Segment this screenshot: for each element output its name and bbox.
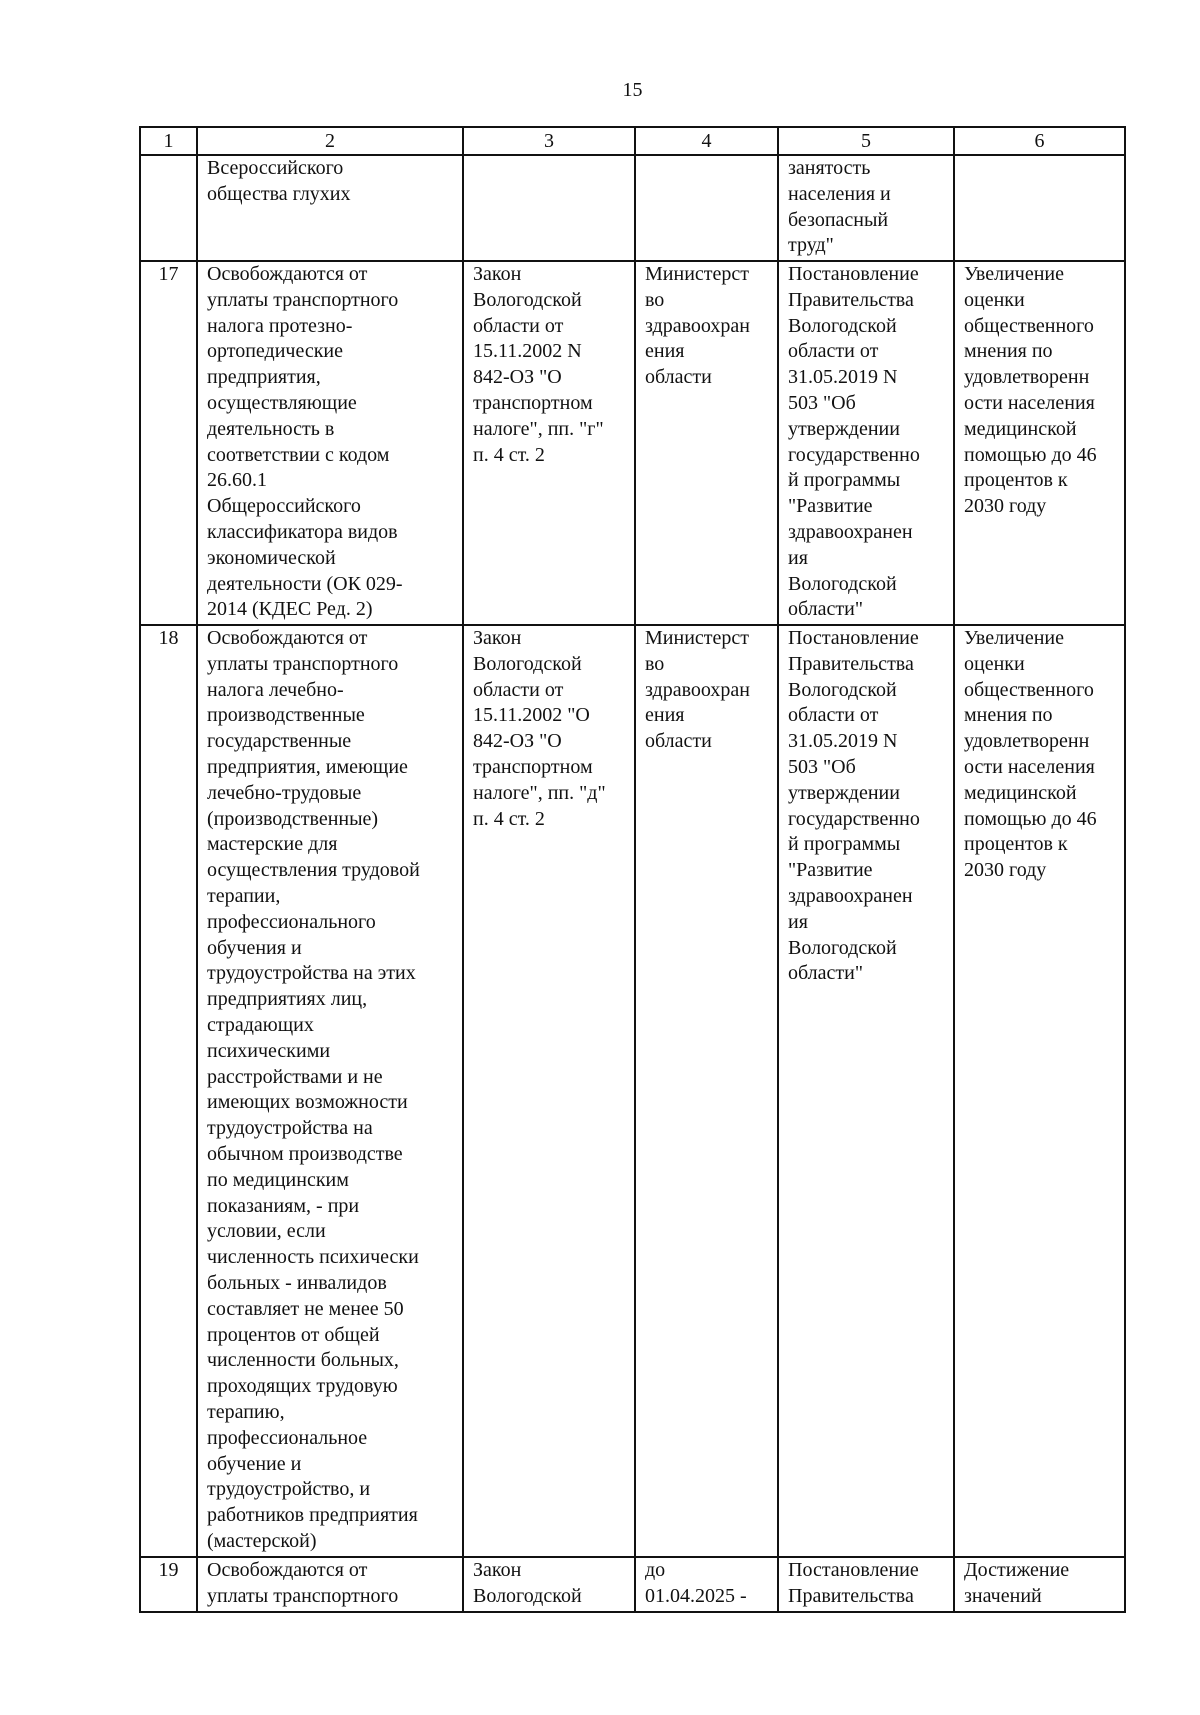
program-cell (778, 1557, 954, 1612)
description-text: Освобождаются от уплаты транспортного налога лечебно- производственные государственные предприятия, имеющие лечебно-трудовые (производственные) мастерские для осуществления трудовой терапии, профессионального обучения и трудоустройства на этих предприятиях лиц, страдающих психическими расстройствами и не имеющих возможности трудоустройства на обычном производстве по медицинским показаниям, - при условии, если численность психически больных - инвалидов составляет не менее 50 процентов от общей численности больных, проходящих трудовую терапию, профессиональное обучение и трудоустройство, и работников предприятия (мастерской) (207, 627, 420, 1552)
program-text: Постановление Правительства Вологодской области от 31.05.2019 N 503 "Об утверждении государственно й программы "Развитие здравоохранен ия Вологодской области" (788, 263, 920, 621)
column-header: 3 (463, 127, 635, 155)
responsible-cell (635, 1557, 778, 1612)
table-row (140, 155, 1125, 261)
description-cell (197, 155, 463, 261)
goal-text: Увеличение оценки общественного мнения по удовлетворенн ости населения медицинской помощью до 46 процентов к 2030 году (964, 627, 1097, 882)
table-header-row (140, 127, 1125, 155)
table-row (140, 1557, 1125, 1612)
row-number-cell (140, 625, 197, 1557)
law-cell (463, 261, 635, 625)
law-text: Закон Вологодской (473, 1559, 582, 1607)
law-cell (463, 1557, 635, 1612)
document-table (139, 126, 1126, 1613)
goal-text: Достижение значений (964, 1559, 1070, 1607)
law-text: Закон Вологодской области от 15.11.2002 N 842-ОЗ "О транспортном налоге", пп. "г" п. 4 ст. 2 (473, 263, 604, 466)
program-text: Постановление Правительства Вологодской области от 31.05.2019 N 503 "Об утверждении государственно й программы "Развитие здравоохранен ия Вологодской области" (788, 627, 920, 985)
program-cell (778, 261, 954, 625)
goal-cell (954, 261, 1125, 625)
responsible-text: Министерст во здравоохран ения области (645, 627, 750, 753)
column-header: 1 (140, 127, 197, 155)
row-number: 17 (158, 263, 179, 285)
law-cell (463, 155, 635, 261)
row-number: 19 (158, 1559, 179, 1581)
responsible-text: до 01.04.2025 - (645, 1559, 747, 1607)
row-number-cell (140, 1557, 197, 1612)
program-cell (778, 155, 954, 261)
row-number: 18 (158, 627, 179, 649)
responsible-cell (635, 261, 778, 625)
table-row (140, 261, 1125, 625)
law-text: Закон Вологодской области от 15.11.2002 "О 842-ОЗ "О транспортном налоге", пп. "д" п. 4 ст. 2 (473, 627, 606, 830)
description-cell (197, 261, 463, 625)
responsible-cell (635, 155, 778, 261)
page-number: 15 (622, 79, 643, 101)
goal-cell (954, 625, 1125, 1557)
column-header: 2 (197, 127, 463, 155)
description-text: Освобождаются от уплаты транспортного налога протезно- ортопедические предприятия, осуществляющие деятельность в соответствии с кодом 26.60.1 Общероссийского классификатора видов экономической деятельности (ОК 029- 2014 (КДЕС Ред. 2) (207, 263, 403, 621)
column-header: 4 (635, 127, 778, 155)
responsible-cell (635, 625, 778, 1557)
goal-text: Увеличение оценки общественного мнения по удовлетворенн ости населения медицинской помощью до 46 процентов к 2030 году (964, 263, 1097, 518)
row-number-cell (140, 261, 197, 625)
description-cell (197, 1557, 463, 1612)
law-cell (463, 625, 635, 1557)
goal-cell (954, 155, 1125, 261)
description-text: Всероссийского общества глухих (207, 157, 351, 205)
column-header: 6 (954, 127, 1125, 155)
column-header: 5 (778, 127, 954, 155)
responsible-text: Министерст во здравоохран ения области (645, 263, 750, 389)
table-row (140, 625, 1125, 1557)
row-number-cell (140, 155, 197, 261)
program-text: занятость населения и безопасный труд" (788, 157, 891, 257)
description-text: Освобождаются от уплаты транспортного (207, 1559, 399, 1607)
program-text: Постановление Правительства (788, 1559, 919, 1607)
goal-cell (954, 1557, 1125, 1612)
description-cell (197, 625, 463, 1557)
program-cell (778, 625, 954, 1557)
